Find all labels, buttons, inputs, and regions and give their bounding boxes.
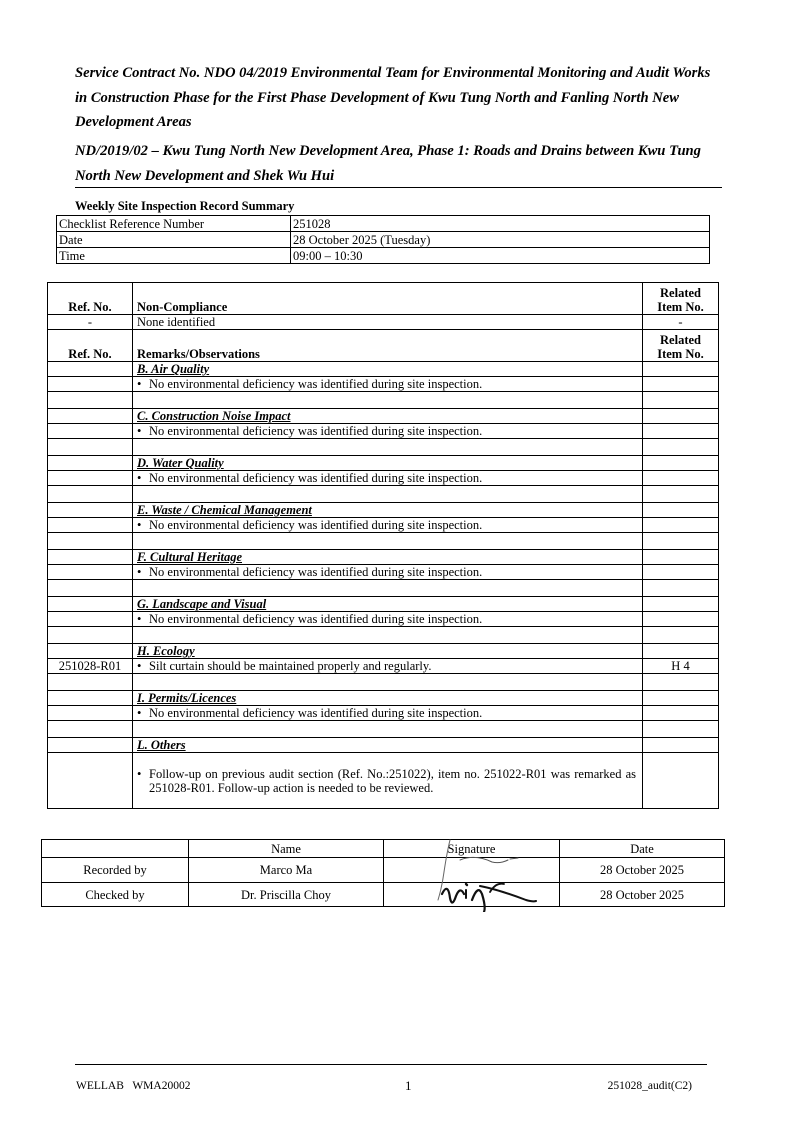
spacer-cell (133, 627, 643, 644)
spacer-row (48, 486, 719, 503)
section-related-cell (643, 550, 719, 565)
section-title-row (48, 409, 719, 424)
signoff-date: 28 October 2025 (560, 858, 725, 883)
signoff-name: Dr. Priscilla Choy (189, 883, 384, 907)
section-title-text: B. Air Quality (137, 362, 210, 376)
spacer-cell (48, 486, 133, 503)
remark-row (48, 565, 719, 580)
remark-related (643, 753, 719, 809)
footer-divider (75, 1064, 707, 1065)
bullet-icon: • (137, 612, 142, 626)
spacer-row (48, 580, 719, 597)
signoff-header-row (42, 840, 725, 858)
summary-label: Time (57, 248, 291, 264)
remark-ref (48, 706, 133, 721)
remark-text: No environmental deficiency was identified during site inspection. (149, 565, 483, 579)
spacer-row (48, 439, 719, 456)
section-title-text: H. Ecology (137, 644, 195, 658)
section-related-cell (643, 456, 719, 471)
remarks-header: Remarks/Observations (133, 330, 643, 362)
noncompliance-header-row (48, 283, 719, 315)
remark-row (48, 377, 719, 392)
noncompliance-ref: - (48, 315, 133, 330)
section-related-cell (643, 644, 719, 659)
spacer-cell (133, 674, 643, 691)
related-item-header: Related Item No. (643, 330, 719, 362)
remark-row (48, 518, 719, 533)
section-title (133, 597, 643, 612)
section-title-text: F. Cultural Heritage (137, 550, 243, 564)
bullet-icon: • (137, 565, 142, 579)
section-title-row (48, 738, 719, 753)
spacer-row (48, 627, 719, 644)
remark-ref: 251028-R01 (48, 659, 133, 674)
noncompliance-row (48, 315, 719, 330)
remark-related (643, 471, 719, 486)
remark-related (643, 706, 719, 721)
section-related-cell (643, 738, 719, 753)
remark-ref (48, 471, 133, 486)
spacer-row (48, 674, 719, 691)
bullet-icon: • (137, 766, 142, 781)
signoff-date: 28 October 2025 (560, 883, 725, 907)
remark-row (48, 659, 719, 674)
remark-text: Silt curtain should be maintained properly and regularly. (149, 659, 432, 673)
signoff-date-header: Date (560, 840, 725, 858)
signoff-signature-cell (384, 858, 560, 883)
remark-row (48, 424, 719, 439)
remark-text: No environmental deficiency was identified during site inspection. (149, 612, 483, 626)
section-related-cell (643, 362, 719, 377)
remark-related (643, 612, 719, 627)
remark-row (48, 753, 719, 809)
inspection-table (47, 282, 719, 809)
spacer-cell (643, 721, 719, 738)
summary-row (57, 248, 710, 264)
remark-related (643, 377, 719, 392)
spacer-cell (48, 580, 133, 597)
bullet-icon: • (137, 377, 142, 391)
section-title-text: G. Landscape and Visual (137, 597, 267, 611)
bullet-icon: • (137, 706, 142, 720)
signoff-role: Recorded by (42, 858, 189, 883)
spacer-cell (643, 674, 719, 691)
remark-ref (48, 565, 133, 580)
spacer-cell (643, 580, 719, 597)
signoff-table (41, 839, 725, 907)
spacer-cell (48, 674, 133, 691)
section-ref-cell (48, 550, 133, 565)
spacer-cell (643, 439, 719, 456)
spacer-cell (643, 486, 719, 503)
remark-ref (48, 518, 133, 533)
spacer-row (48, 392, 719, 409)
section-title (133, 550, 643, 565)
section-title-text: D. Water Quality (137, 456, 224, 470)
section-title (133, 644, 643, 659)
summary-row (57, 216, 710, 232)
spacer-cell (643, 533, 719, 550)
spacer-cell (133, 721, 643, 738)
summary-value: 28 October 2025 (Tuesday) (291, 232, 710, 248)
remark-text: No environmental deficiency was identified during site inspection. (149, 706, 483, 720)
remark-text: No environmental deficiency was identified during site inspection. (149, 424, 483, 438)
spacer-cell (133, 580, 643, 597)
remark-cell (133, 706, 643, 721)
remark-ref (48, 612, 133, 627)
remark-text: No environmental deficiency was identified during site inspection. (149, 377, 483, 391)
remark-cell (133, 518, 643, 533)
section-title-text: I. Permits/Licences (137, 691, 237, 705)
remark-related: H 4 (643, 659, 719, 674)
section-ref-cell (48, 644, 133, 659)
spacer-cell (643, 392, 719, 409)
remark-ref (48, 377, 133, 392)
section-ref-cell (48, 597, 133, 612)
spacer-row (48, 533, 719, 550)
remark-related (643, 565, 719, 580)
signoff-signature-header: Signature (384, 840, 560, 858)
summary-value: 251028 (291, 216, 710, 232)
remark-text: No environmental deficiency was identified during site inspection. (149, 518, 483, 532)
section-related-cell (643, 597, 719, 612)
project-title: ND/2019/02 – Kwu Tung North New Development Area, Phase 1: Roads and Drains between Kwu Tung North New Development and Shek Wu Hui (75, 143, 701, 184)
page-number: 1 (405, 1078, 412, 1093)
spacer-cell (643, 627, 719, 644)
spacer-cell (133, 486, 643, 503)
section-title-row (48, 362, 719, 377)
noncompliance-header: Non-Compliance (133, 283, 643, 315)
section-ref-cell (48, 738, 133, 753)
section-ref-cell (48, 409, 133, 424)
remark-text: Follow-up on previous audit section (Ref. No.:251022), item no. 251022-R01 was remarked as 251028-R01. Follow-up action is needed to be reviewed. (149, 766, 636, 795)
spacer-cell (133, 533, 643, 550)
summary-label: Checklist Reference Number (57, 216, 291, 232)
section-title (133, 362, 643, 377)
remark-cell (133, 565, 643, 580)
section-title (133, 691, 643, 706)
summary-label: Date (57, 232, 291, 248)
section-title-text: E. Waste / Chemical Management (137, 503, 312, 517)
noncompliance-text: None identified (133, 315, 643, 330)
remark-ref (48, 753, 133, 809)
noncompliance-related: - (643, 315, 719, 330)
ref-no-header: Ref. No. (48, 283, 133, 315)
footer-right: 251028_audit(C2) (607, 1080, 692, 1092)
remark-row (48, 612, 719, 627)
contract-title: Service Contract No. NDO 04/2019 Environmental Team for Environmental Monitoring and Audit Works in Construction Phase for the First Phase Development of Kwu Tung North and Fanling North New Development Areas (75, 65, 711, 130)
remark-related (643, 518, 719, 533)
section-title (133, 503, 643, 518)
spacer-cell (48, 627, 133, 644)
section-title-row (48, 550, 719, 565)
bullet-icon: • (137, 471, 142, 485)
section-title-text: C. Construction Noise Impact (137, 409, 291, 423)
summary-row (57, 232, 710, 248)
section-title-row (48, 597, 719, 612)
others-remark (137, 767, 636, 795)
remarks-header-row (48, 330, 719, 362)
section-title (133, 456, 643, 471)
spacer-cell (133, 392, 643, 409)
remark-row (48, 471, 719, 486)
spacer-cell (48, 392, 133, 409)
section-related-cell (643, 503, 719, 518)
signoff-role: Checked by (42, 883, 189, 907)
signoff-row (42, 883, 725, 907)
section-ref-cell (48, 691, 133, 706)
spacer-row (48, 721, 719, 738)
section-ref-cell (48, 503, 133, 518)
remark-cell (133, 659, 643, 674)
spacer-cell (48, 439, 133, 456)
summary-value: 09:00 – 10:30 (291, 248, 710, 264)
ref-no-header: Ref. No. (48, 330, 133, 362)
section-title (133, 738, 643, 753)
remark-row (48, 706, 719, 721)
section-related-cell (643, 409, 719, 424)
signoff-name-header: Name (189, 840, 384, 858)
section-ref-cell (48, 456, 133, 471)
footer-left: WELLAB WMA20002 (76, 1080, 191, 1092)
section-title-text: L. Others (137, 738, 186, 752)
related-item-header: Related Item No. (643, 283, 719, 315)
remark-text: No environmental deficiency was identified during site inspection. (149, 471, 483, 485)
remark-ref (48, 424, 133, 439)
remark-cell (133, 377, 643, 392)
spacer-cell (48, 533, 133, 550)
bullet-icon: • (137, 518, 142, 532)
remark-cell (133, 612, 643, 627)
section-title-row (48, 503, 719, 518)
remark-cell (133, 753, 643, 809)
spacer-cell (133, 439, 643, 456)
section-title (133, 409, 643, 424)
bullet-icon: • (137, 424, 142, 438)
signoff-signature-cell (384, 883, 560, 907)
spacer-cell (48, 721, 133, 738)
signoff-row (42, 858, 725, 883)
remark-cell (133, 424, 643, 439)
section-title-row (48, 456, 719, 471)
signoff-role-header (42, 840, 189, 858)
section-related-cell (643, 691, 719, 706)
summary-title: Weekly Site Inspection Record Summary (75, 199, 295, 213)
section-title-row (48, 691, 719, 706)
bullet-icon: • (137, 659, 142, 673)
remark-related (643, 424, 719, 439)
signoff-name: Marco Ma (189, 858, 384, 883)
header-divider (75, 187, 722, 188)
summary-table (56, 215, 710, 264)
remark-cell (133, 471, 643, 486)
section-title-row (48, 644, 719, 659)
section-ref-cell (48, 362, 133, 377)
